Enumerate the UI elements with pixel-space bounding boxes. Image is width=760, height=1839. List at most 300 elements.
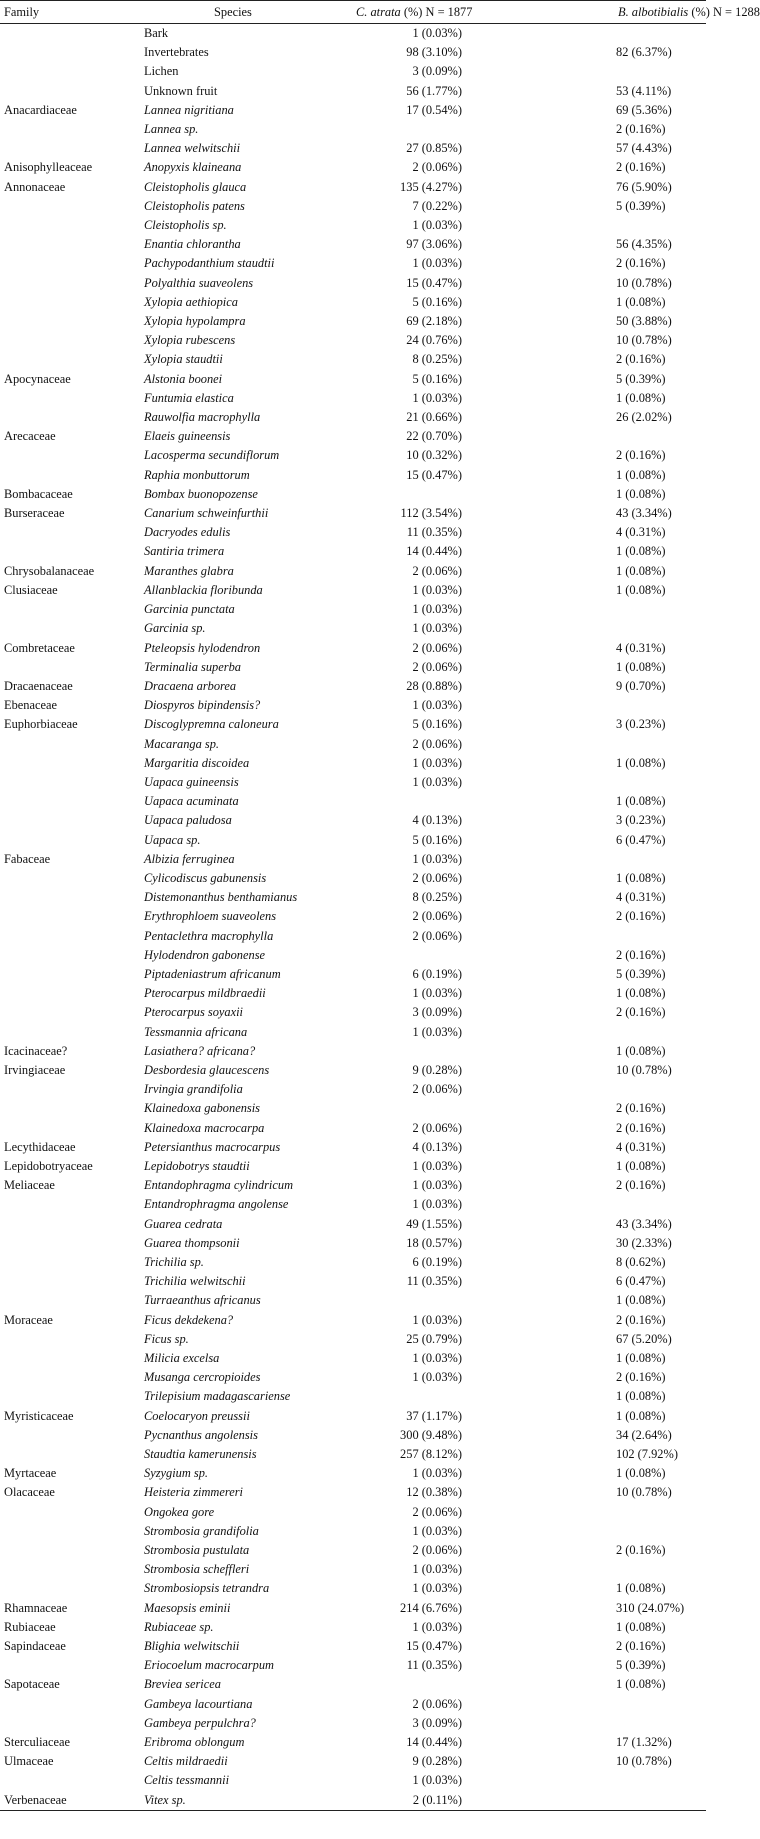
b-albotibialis-cell: 1 (0.08%)	[616, 1619, 666, 1634]
c-atrata-cell	[348, 1387, 468, 1406]
header-c-atrata-count: (%) N = 1877	[400, 5, 473, 19]
family-cell: Verbenaceae	[0, 1791, 138, 1811]
family-cell	[0, 927, 138, 946]
species-cell: Ficus dekdekena?	[144, 1312, 234, 1327]
table-row	[0, 639, 706, 658]
c-atrata-cell: 6 (0.19%)	[412, 1255, 462, 1269]
species-cell: Ficus sp.	[144, 1331, 189, 1346]
table-row	[0, 542, 706, 561]
c-atrata-cell: 2 (0.06%)	[412, 928, 462, 943]
c-atrata-cell: 4 (0.13%)	[412, 1139, 462, 1154]
table-row	[0, 254, 706, 273]
family-cell	[0, 1560, 138, 1579]
b-albotibialis-cell	[468, 1695, 706, 1714]
c-atrata-cell: 2 (0.06%)	[412, 1120, 462, 1135]
c-atrata-cell: 2 (0.06%)	[412, 1543, 462, 1558]
family-cell	[0, 600, 138, 619]
table-row	[0, 389, 706, 408]
b-albotibialis-cell: 1 (0.08%)	[616, 659, 666, 674]
c-atrata-cell: 2 (0.06%)	[412, 640, 462, 655]
species-cell: Irvingia grandifolia	[144, 1082, 243, 1097]
family-cell	[0, 1272, 138, 1291]
family-cell	[0, 120, 138, 139]
table-row	[0, 792, 706, 811]
table-row	[0, 696, 706, 715]
family-cell: Sapindaceae	[4, 1639, 66, 1654]
c-atrata-cell: 37 (1.17%)	[406, 1408, 462, 1423]
species-cell: Gambeya perpulchra?	[144, 1715, 256, 1730]
c-atrata-cell	[348, 1675, 468, 1694]
table-row	[0, 485, 706, 504]
species-cell: Albizia ferruginea	[144, 851, 235, 866]
family-cell	[0, 82, 138, 101]
c-atrata-cell: 11 (0.35%)	[406, 1274, 462, 1289]
species-cell: Xylopia rubescens	[144, 333, 236, 348]
table-row	[0, 1023, 706, 1042]
b-albotibialis-cell: 10 (0.78%)	[616, 1754, 672, 1769]
species-cell: Elaeis guineensis	[144, 429, 231, 444]
b-albotibialis-cell: 1 (0.08%)	[616, 1158, 666, 1173]
b-albotibialis-cell: 10 (0.78%)	[616, 333, 672, 348]
b-albotibialis-cell: 10 (0.78%)	[616, 275, 672, 290]
species-cell: Distemonanthus benthamianus	[144, 890, 298, 905]
c-atrata-cell: 9 (0.28%)	[412, 1754, 462, 1769]
c-atrata-cell: 27 (0.85%)	[406, 141, 462, 156]
species-cell: Cleistopholis patens	[144, 198, 245, 213]
b-albotibialis-cell	[468, 619, 706, 638]
family-cell: Anisophylleaceae	[4, 160, 93, 175]
family-cell: Annonaceae	[4, 179, 66, 194]
species-cell: Erythrophloem suaveolens	[144, 909, 277, 924]
table-row	[0, 1176, 706, 1195]
family-cell	[0, 1195, 138, 1214]
table-row	[0, 1368, 706, 1387]
header-species: Species	[138, 1, 348, 24]
family-cell	[0, 446, 138, 465]
c-atrata-cell: 1 (0.03%)	[412, 621, 462, 636]
species-cell: Ongokea gore	[144, 1504, 215, 1519]
table-row	[0, 1311, 706, 1330]
species-cell: Xylopia aethiopica	[144, 294, 238, 309]
table-row	[0, 1272, 706, 1291]
b-albotibialis-cell: 1 (0.08%)	[616, 870, 666, 885]
c-atrata-cell: 1 (0.03%)	[412, 1158, 462, 1173]
table-row	[0, 1291, 706, 1310]
family-cell	[0, 946, 138, 965]
b-albotibialis-cell: 2 (0.16%)	[616, 122, 666, 137]
b-albotibialis-cell: 310 (24.07%)	[616, 1600, 685, 1615]
b-albotibialis-cell: 1 (0.08%)	[616, 486, 666, 501]
b-albotibialis-cell: 26 (2.02%)	[616, 410, 672, 425]
table-row	[0, 984, 706, 1003]
table-row	[0, 715, 706, 734]
b-albotibialis-cell	[468, 1023, 706, 1042]
b-albotibialis-cell: 57 (4.43%)	[616, 141, 672, 156]
species-cell: Allanblackia floribunda	[144, 582, 263, 597]
c-atrata-cell: 10 (0.32%)	[406, 448, 462, 463]
b-albotibialis-cell: 2 (0.16%)	[616, 448, 666, 463]
table-row	[0, 735, 706, 754]
species-cell: Bark	[144, 26, 169, 40]
b-albotibialis-cell: 10 (0.78%)	[616, 1485, 672, 1500]
family-cell: Combretaceae	[4, 640, 75, 655]
table-row	[0, 1714, 706, 1733]
species-cell: Strombosia grandifolia	[144, 1523, 259, 1538]
b-albotibialis-cell: 1 (0.08%)	[616, 467, 666, 482]
b-albotibialis-cell: 5 (0.39%)	[616, 198, 666, 213]
b-albotibialis-cell: 1 (0.08%)	[616, 390, 666, 405]
family-cell	[0, 312, 138, 331]
c-atrata-cell: 1 (0.03%)	[412, 602, 462, 617]
species-cell: Syzygium sp.	[144, 1466, 209, 1481]
species-cell: Staudtia kamerunensis	[144, 1447, 257, 1462]
family-cell	[0, 1522, 138, 1541]
species-cell: Alstonia boonei	[144, 371, 223, 386]
b-albotibialis-cell: 34 (2.64%)	[616, 1427, 672, 1442]
c-atrata-cell: 2 (0.06%)	[412, 1082, 462, 1097]
table-row	[0, 1791, 706, 1811]
family-cell	[0, 389, 138, 408]
family-cell: Dracaenaceae	[4, 678, 73, 693]
species-cell: Gambeya lacourtiana	[144, 1696, 253, 1711]
species-cell: Klainedoxa macrocarpa	[144, 1120, 265, 1135]
c-atrata-cell: 2 (0.06%)	[412, 736, 462, 751]
c-atrata-cell: 5 (0.16%)	[412, 294, 462, 309]
c-atrata-cell: 1 (0.03%)	[412, 1312, 462, 1327]
species-cell: Milicia excelsa	[144, 1351, 220, 1366]
species-cell: Entandrophragma angolense	[144, 1197, 289, 1212]
species-cell: Uapaca paludosa	[144, 813, 232, 828]
species-cell: Lepidobotrys staudtii	[144, 1158, 250, 1173]
b-albotibialis-cell: 67 (5.20%)	[616, 1331, 672, 1346]
table-row	[0, 1541, 706, 1560]
c-atrata-cell: 2 (0.11%)	[348, 1791, 468, 1811]
table-row	[0, 43, 706, 62]
table-row	[0, 1387, 706, 1406]
family-cell: Apocynaceae	[4, 371, 71, 386]
b-albotibialis-cell	[468, 1771, 706, 1790]
c-atrata-cell: 257 (8.12%)	[400, 1447, 462, 1462]
species-cell: Raphia monbuttorum	[144, 467, 250, 482]
species-cell: Polyalthia suaveolens	[144, 275, 254, 290]
c-atrata-cell: 21 (0.66%)	[406, 410, 462, 425]
species-cell: Lannea nigritiana	[144, 102, 234, 117]
family-cell	[0, 658, 138, 677]
c-atrata-cell	[348, 485, 468, 504]
b-albotibialis-cell: 43 (3.34%)	[616, 506, 672, 521]
table-row	[0, 82, 706, 101]
b-albotibialis-cell: 1 (0.08%)	[616, 1677, 666, 1692]
family-cell	[0, 831, 138, 850]
table-row	[0, 927, 706, 946]
species-cell: Eriocoelum macrocarpum	[144, 1658, 274, 1673]
table-row	[0, 408, 706, 427]
family-cell	[0, 216, 138, 235]
table-row	[0, 1579, 706, 1598]
family-cell	[0, 293, 138, 312]
species-cell: Maranthes glabra	[144, 563, 234, 578]
table-row	[0, 1675, 706, 1694]
c-atrata-cell: 8 (0.25%)	[412, 890, 462, 905]
family-cell	[0, 1234, 138, 1253]
c-atrata-cell: 1 (0.03%)	[412, 256, 462, 271]
family-cell	[0, 1099, 138, 1118]
family-cell	[0, 197, 138, 216]
species-cell: Entandophragma cylindricum	[144, 1178, 294, 1193]
c-atrata-cell: 2 (0.06%)	[412, 909, 462, 924]
b-albotibialis-cell: 1 (0.08%)	[616, 1389, 666, 1404]
family-cell	[0, 1541, 138, 1560]
c-atrata-cell: 1 (0.03%)	[412, 26, 462, 40]
species-cell: Cleistopholis glauca	[144, 179, 247, 194]
c-atrata-cell	[348, 120, 468, 139]
c-atrata-cell: 1 (0.03%)	[412, 1581, 462, 1596]
b-albotibialis-cell: 1 (0.08%)	[616, 1351, 666, 1366]
family-cell: Olacaceae	[4, 1485, 55, 1500]
family-cell: Lepidobotryaceae	[4, 1158, 93, 1173]
species-cell: Pterocarpus soyaxii	[144, 1005, 243, 1020]
family-cell	[0, 1003, 138, 1022]
b-albotibialis-cell: 76 (5.90%)	[616, 179, 672, 194]
family-cell	[0, 869, 138, 888]
b-albotibialis-cell: 2 (0.16%)	[616, 1120, 666, 1135]
species-cell: Pycnanthus angolensis	[144, 1427, 258, 1442]
species-cell: Musanga cercropioides	[144, 1370, 261, 1385]
family-cell	[0, 1080, 138, 1099]
b-albotibialis-cell	[468, 427, 706, 446]
b-albotibialis-cell: 1 (0.08%)	[616, 755, 666, 770]
table-row	[0, 1483, 706, 1502]
table-row	[0, 1119, 706, 1138]
c-atrata-cell: 9 (0.28%)	[412, 1062, 462, 1077]
c-atrata-cell: 15 (0.47%)	[406, 467, 462, 482]
c-atrata-cell: 15 (0.47%)	[406, 275, 462, 290]
b-albotibialis-cell: 1 (0.08%)	[616, 1043, 666, 1058]
b-albotibialis-cell: 4 (0.31%)	[616, 640, 666, 655]
family-cell	[0, 907, 138, 926]
c-atrata-cell: 11 (0.35%)	[406, 525, 462, 540]
table-row	[0, 831, 706, 850]
table-row	[0, 1234, 706, 1253]
b-albotibialis-cell: 82 (6.37%)	[616, 45, 672, 60]
table-row	[0, 1330, 706, 1349]
family-cell: Irvingiaceae	[4, 1062, 66, 1077]
c-atrata-cell: 6 (0.19%)	[412, 966, 462, 981]
species-cell: Celtis mildraedii	[144, 1754, 228, 1769]
table-row	[0, 619, 706, 638]
b-albotibialis-cell: 2 (0.16%)	[616, 1370, 666, 1385]
table-header	[0, 1, 760, 24]
species-cell: Trichilia sp.	[144, 1255, 204, 1269]
family-cell: Meliaceae	[4, 1178, 55, 1193]
family-cell	[0, 235, 138, 254]
c-atrata-cell: 1 (0.03%)	[412, 1197, 462, 1212]
b-albotibialis-cell: 5 (0.39%)	[616, 966, 666, 981]
c-atrata-cell: 1 (0.03%)	[412, 774, 462, 789]
c-atrata-cell: 22 (0.70%)	[406, 429, 462, 444]
b-albotibialis-cell: 2 (0.16%)	[616, 1005, 666, 1020]
species-cell: Turraeanthus africanus	[144, 1293, 261, 1308]
header-row	[0, 1, 706, 24]
c-atrata-cell: 1 (0.03%)	[412, 1466, 462, 1481]
family-cell	[0, 1426, 138, 1445]
family-cell: Ebenaceae	[4, 698, 57, 713]
header-b-albotibialis-count: (%) N = 1288	[688, 5, 760, 19]
table-row	[0, 1195, 706, 1214]
c-atrata-cell: 3 (0.09%)	[412, 1715, 462, 1730]
family-cell: Myristicaceae	[4, 1408, 74, 1423]
b-albotibialis-cell: 1 (0.08%)	[616, 294, 666, 309]
table-row	[0, 350, 706, 369]
b-albotibialis-cell	[468, 850, 706, 869]
b-albotibialis-cell: 43 (3.34%)	[616, 1216, 672, 1231]
species-cell: Uapaca guineensis	[144, 774, 239, 789]
c-atrata-cell: 17 (0.54%)	[406, 102, 462, 117]
c-atrata-cell: 2 (0.06%)	[412, 160, 462, 175]
species-cell: Lasiathera? africana?	[144, 1043, 256, 1058]
table-row	[0, 1080, 706, 1099]
b-albotibialis-cell: 2 (0.16%)	[616, 352, 666, 367]
table-row	[0, 600, 706, 619]
family-cell: Rhamnaceae	[4, 1600, 68, 1615]
table-row	[0, 1157, 706, 1176]
species-cell: Canarium schweinfurthii	[144, 506, 269, 521]
family-cell	[0, 1714, 138, 1733]
c-atrata-cell: 1 (0.03%)	[412, 986, 462, 1001]
family-cell	[0, 24, 138, 44]
species-cell: Coelocaryon preussii	[144, 1408, 250, 1423]
b-albotibialis-cell: 3 (0.23%)	[616, 813, 666, 828]
species-cell: Diospyros bipindensis?	[144, 698, 261, 713]
b-albotibialis-cell: 1 (0.08%)	[616, 1408, 666, 1423]
family-cell: Icacinaceae?	[4, 1043, 68, 1058]
c-atrata-cell: 1 (0.03%)	[412, 1562, 462, 1577]
c-atrata-cell: 12 (0.38%)	[406, 1485, 462, 1500]
species-cell: Lannea sp.	[144, 122, 199, 137]
species-cell: Xylopia hypolampra	[144, 314, 246, 329]
family-cell	[0, 1656, 138, 1675]
table-row	[0, 562, 706, 581]
species-cell: Santiria trimera	[144, 544, 225, 559]
c-atrata-cell: 112 (3.54%)	[400, 506, 462, 521]
family-cell	[0, 350, 138, 369]
table-row	[0, 178, 706, 197]
family-cell	[0, 1253, 138, 1272]
b-albotibialis-cell	[468, 600, 706, 619]
species-cell: Lichen	[144, 64, 179, 79]
c-atrata-cell: 2 (0.06%)	[412, 563, 462, 578]
species-cell: Breviea sericea	[144, 1677, 221, 1692]
c-atrata-cell: 135 (4.27%)	[400, 179, 462, 194]
species-cell: Cylicodiscus gabunensis	[144, 870, 267, 885]
species-cell: Piptadeniastrum africanum	[144, 966, 281, 981]
table-row	[0, 1503, 706, 1522]
table-row	[0, 1618, 706, 1637]
b-albotibialis-cell	[468, 735, 706, 754]
table-row	[0, 1215, 706, 1234]
b-albotibialis-cell	[468, 24, 706, 44]
species-cell: Vitex sp.	[138, 1791, 348, 1811]
b-albotibialis-cell: 102 (7.92%)	[616, 1447, 678, 1462]
species-cell: Margaritia discoidea	[144, 755, 250, 770]
c-atrata-cell	[348, 1099, 468, 1118]
species-cell: Discoglypremna caloneura	[144, 717, 279, 732]
c-atrata-cell: 2 (0.06%)	[412, 1696, 462, 1711]
species-cell: Dacryodes edulis	[144, 525, 231, 540]
species-cell: Dracaena arborea	[144, 678, 237, 693]
family-cell	[0, 1387, 138, 1406]
c-atrata-cell: 2 (0.06%)	[412, 659, 462, 674]
family-cell	[0, 1215, 138, 1234]
table-row	[0, 1042, 706, 1061]
species-cell: Eribroma oblongum	[144, 1735, 245, 1750]
c-atrata-cell	[348, 792, 468, 811]
b-albotibialis-cell: 2 (0.16%)	[616, 160, 666, 175]
family-cell	[0, 408, 138, 427]
family-cell	[0, 1503, 138, 1522]
family-cell: Sapotaceae	[4, 1677, 60, 1692]
c-atrata-cell: 28 (0.88%)	[406, 678, 462, 693]
b-albotibialis-cell: 2 (0.16%)	[616, 1639, 666, 1654]
table-row	[0, 235, 706, 254]
table-row	[0, 1771, 706, 1790]
c-atrata-cell: 15 (0.47%)	[406, 1639, 462, 1654]
species-cell: Bombax buonopozense	[144, 486, 258, 501]
species-cell: Petersianthus macrocarpus	[144, 1139, 281, 1154]
species-cell: Guarea thompsonii	[144, 1235, 240, 1250]
b-albotibialis-cell	[468, 1195, 706, 1214]
family-cell	[0, 619, 138, 638]
b-albotibialis-cell: 1 (0.08%)	[616, 1581, 666, 1596]
family-cell: Lecythidaceae	[4, 1139, 76, 1154]
b-albotibialis-cell: 2 (0.16%)	[616, 1543, 666, 1558]
table-row	[0, 139, 706, 158]
c-atrata-cell: 56 (1.77%)	[406, 83, 462, 98]
c-atrata-cell	[348, 946, 468, 965]
b-albotibialis-cell: 2 (0.16%)	[616, 1101, 666, 1116]
b-albotibialis-cell	[468, 1560, 706, 1579]
table-row	[0, 1061, 706, 1080]
table-row	[0, 1560, 706, 1579]
b-albotibialis-cell: 56 (4.35%)	[616, 237, 672, 252]
c-atrata-cell: 4 (0.13%)	[412, 813, 462, 828]
species-cell: Hylodendron gabonense	[144, 947, 266, 962]
c-atrata-cell: 1 (0.03%)	[412, 755, 462, 770]
b-albotibialis-cell	[468, 1522, 706, 1541]
family-cell	[0, 1579, 138, 1598]
b-albotibialis-cell: 1 (0.08%)	[616, 1466, 666, 1481]
b-albotibialis-cell: 8 (0.62%)	[616, 1255, 666, 1269]
c-atrata-cell: 98 (3.10%)	[406, 45, 462, 60]
species-cell: Heisteria zimmereri	[144, 1485, 243, 1500]
b-albotibialis-cell	[468, 696, 706, 715]
header-c-atrata-name: C. atrata	[356, 5, 401, 19]
family-cell: Sterculiaceae	[4, 1735, 71, 1750]
header-b-albotibialis-name: B. albotibialis	[618, 5, 689, 19]
family-cell	[0, 62, 138, 81]
c-atrata-cell: 1 (0.03%)	[412, 1024, 462, 1039]
c-atrata-cell: 11 (0.35%)	[406, 1658, 462, 1673]
species-cell: Pterocarpus mildbraedii	[144, 986, 266, 1001]
b-albotibialis-cell: 6 (0.47%)	[616, 832, 666, 847]
c-atrata-cell: 5 (0.16%)	[412, 717, 462, 732]
species-cell: Garcinia sp.	[144, 621, 206, 636]
c-atrata-cell: 1 (0.03%)	[412, 1773, 462, 1788]
c-atrata-cell: 8 (0.25%)	[412, 352, 462, 367]
table-row	[0, 331, 706, 350]
c-atrata-cell: 214 (6.76%)	[400, 1600, 462, 1615]
species-cell: Klainedoxa gabonensis	[144, 1101, 260, 1116]
